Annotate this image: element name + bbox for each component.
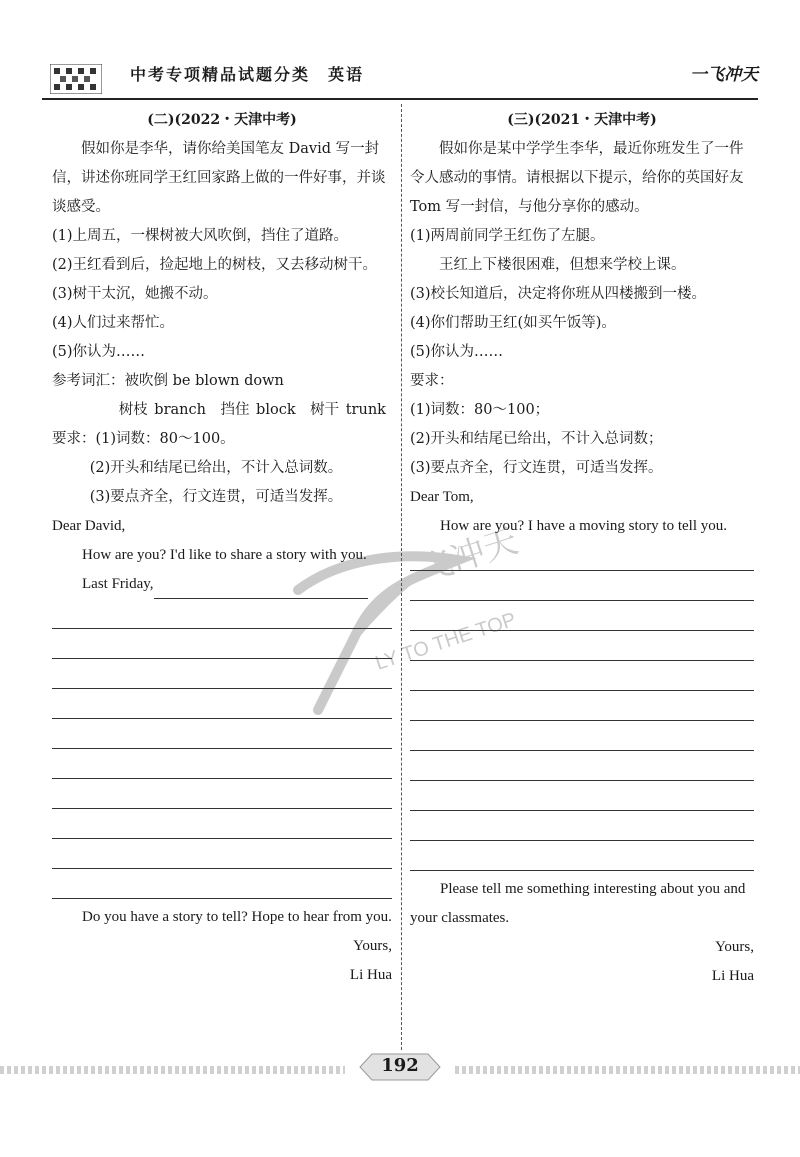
prompt-point: (4)人们过来帮忙。 bbox=[52, 315, 175, 331]
letter-greeting: Dear David, bbox=[52, 518, 126, 534]
prompt-point: (3)校长知道后，决定将你班从四楼搬到一楼。 bbox=[410, 286, 707, 302]
answer-line[interactable] bbox=[410, 781, 754, 811]
series-title: 中考专项精品试题分类 英语 bbox=[130, 65, 365, 84]
footer-dots-right bbox=[455, 1066, 800, 1074]
answer-line[interactable] bbox=[154, 578, 368, 599]
answer-line[interactable] bbox=[410, 541, 754, 571]
requirement-label: 要求： bbox=[410, 373, 454, 389]
answer-line[interactable] bbox=[410, 601, 754, 631]
watermark-text-en: LY TO THE TOP bbox=[372, 608, 519, 675]
answer-line[interactable] bbox=[410, 571, 754, 601]
section-title-right: (三)(2021・天津中考) bbox=[507, 112, 657, 128]
prompt-point: (2)王红看到后，捡起地上的树枝，又去移动树干。 bbox=[52, 257, 378, 273]
vocab-line: 树枝 branch 挡住 block 树干 trunk bbox=[118, 402, 386, 418]
letter-sign-off: Yours, bbox=[715, 939, 754, 955]
requirement: (2)开头和结尾已给出，不计入总词数。 bbox=[89, 460, 343, 476]
requirement: (3)要点齐全，行文连贯，可适当发挥。 bbox=[89, 489, 343, 505]
answer-line[interactable] bbox=[52, 599, 392, 629]
left-column bbox=[52, 106, 392, 990]
brand-name: 一飞冲天 bbox=[690, 65, 758, 85]
section-title-left: (二)(2022・天津中考) bbox=[147, 112, 297, 128]
answer-line[interactable] bbox=[52, 659, 392, 689]
requirement: 要求：(1)词数：80～100。 bbox=[52, 431, 235, 447]
answer-line[interactable] bbox=[52, 719, 392, 749]
letter-closing: Do you have a story to tell? Hope to hear from you. bbox=[82, 909, 392, 925]
answer-line[interactable] bbox=[52, 839, 392, 869]
letter-opening: How are you? I have a moving story to tell you. bbox=[440, 518, 728, 534]
answer-line[interactable] bbox=[52, 629, 392, 659]
letter-lead-in bbox=[52, 570, 392, 599]
task-intro: 假如你是某中学学生李华，最近你班发生了一件令人感动的事情。请根据以下提示，给你的英国好友 Tom 写一封信，与他分享你的感动。 bbox=[410, 141, 744, 215]
prompt-point: 王红上下楼很困难，但想来学校上课。 bbox=[439, 257, 686, 273]
prompt-point: (1)上周五，一棵树被大风吹倒，挡住了道路。 bbox=[52, 228, 349, 244]
letter-sign-off: Yours, bbox=[353, 938, 392, 954]
prompt-point: (5)你认为…… bbox=[52, 344, 146, 360]
right-column bbox=[410, 106, 754, 991]
answer-line[interactable] bbox=[52, 809, 392, 839]
column-divider bbox=[401, 104, 402, 1050]
page-header bbox=[42, 58, 758, 102]
answer-line[interactable] bbox=[52, 779, 392, 809]
requirement: (1)词数：80～100； bbox=[410, 402, 550, 418]
watermark-text-cn: 飞冲天 bbox=[413, 520, 523, 591]
answer-line[interactable] bbox=[52, 749, 392, 779]
answer-line[interactable] bbox=[410, 811, 754, 841]
answer-line[interactable] bbox=[52, 869, 392, 899]
prompt-point: (3)树干太沉，她搬不动。 bbox=[52, 286, 218, 302]
task-intro: 假如你是李华，请你给美国笔友 David 写一封信，讲述你班同学王红回家路上做的一件好事，并谈谈感受。 bbox=[52, 141, 386, 215]
vocab-line: 参考词汇：被吹倒 be blown down bbox=[52, 373, 284, 389]
lead-in-text: Last Friday, bbox=[82, 576, 154, 592]
prompt-point: (4)你们帮助王红(如买午饭等)。 bbox=[410, 315, 616, 331]
letter-opening: How are you? I'd like to share a story with you. bbox=[82, 547, 367, 563]
letter-greeting: Dear Tom, bbox=[410, 489, 474, 505]
answer-line[interactable] bbox=[410, 721, 754, 751]
answer-line[interactable] bbox=[410, 691, 754, 721]
letter-signature: Li Hua bbox=[711, 968, 754, 984]
header-rule bbox=[42, 98, 758, 100]
requirement: (3)要点齐全，行文连贯，可适当发挥。 bbox=[410, 460, 663, 476]
requirement: (2)开头和结尾已给出，不计入总词数； bbox=[410, 431, 663, 447]
checker-logo-icon bbox=[50, 64, 102, 94]
page-number: 192 bbox=[381, 1055, 419, 1076]
prompt-point: (5)你认为…… bbox=[410, 344, 504, 360]
prompt-point: (1)两周前同学王红伤了左腿。 bbox=[410, 228, 605, 244]
letter-closing: Please tell me something interesting about you and your classmates. bbox=[410, 881, 746, 926]
letter-signature: Li Hua bbox=[349, 967, 392, 983]
answer-line[interactable] bbox=[410, 841, 754, 871]
footer-dots-left bbox=[0, 1066, 345, 1074]
answer-line[interactable] bbox=[410, 661, 754, 691]
answer-line[interactable] bbox=[52, 689, 392, 719]
answer-line[interactable] bbox=[410, 751, 754, 781]
answer-line[interactable] bbox=[410, 631, 754, 661]
